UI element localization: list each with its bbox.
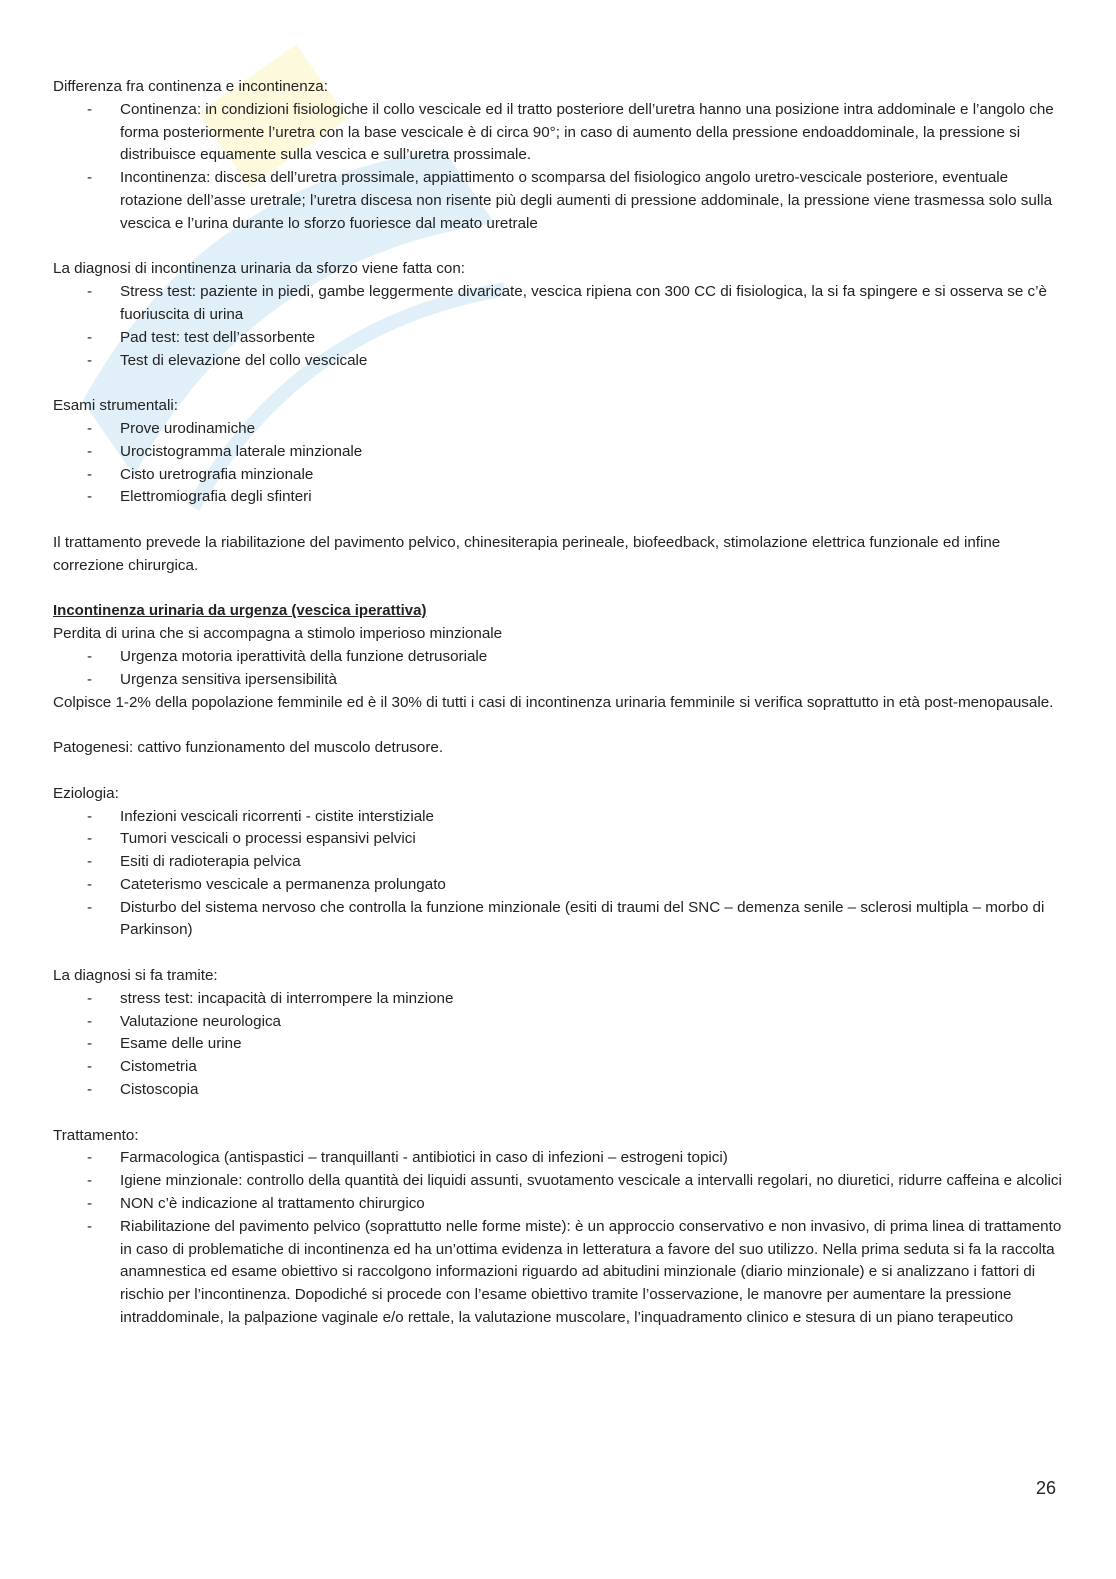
list-diagnosi-sforzo bbox=[53, 281, 1063, 372]
list-item: - Stress test: paziente in piedi, gambe leggermente divaricate, vescica ripiena con 300 CC di fisiologica, la si fa spingere e si osserva se c’è fuoriuscita di urina bbox=[53, 281, 1063, 327]
list-item: - stress test: incapacità di interrompere la minzione bbox=[53, 988, 1063, 1011]
paragraph-patogenesi: Patogenesi: cattivo funzionamento del muscolo detrusore. bbox=[53, 739, 444, 757]
paragraph-trattamento-sforzo: Il trattamento prevede la riabilitazione del pavimento pelvico, chinesiterapia perineale, biofeedback, stimolazione elettrica funzionale ed infine correzione chirurgica. bbox=[53, 533, 1001, 574]
list-item: - Infezioni vescicali ricorrenti - cistite interstiziale bbox=[53, 806, 1063, 829]
list-item: - Tumori vescicali o processi espansivi pelvici bbox=[53, 828, 1063, 851]
section-title-eziologia: Eziologia: bbox=[53, 784, 119, 802]
page-number: 26 bbox=[1035, 1478, 1056, 1498]
section-title-continenza: Differenza fra continenza e incontinenza: bbox=[53, 78, 328, 95]
list-item: - Urgenza motoria iperattività della funzione detrusoriale bbox=[53, 646, 1063, 669]
section-title-diagnosi-sforzo: La diagnosi di incontinenza urinaria da sforzo viene fatta con: bbox=[53, 260, 466, 278]
document-page bbox=[53, 76, 1063, 1330]
list-eziologia bbox=[53, 806, 1063, 943]
section-title-diagnosi-urgenza: La diagnosi si fa tramite: bbox=[53, 967, 218, 985]
list-item: - Prove urodinamiche bbox=[53, 418, 1063, 441]
list-item: - Cisto uretrografia minzionale bbox=[53, 464, 1063, 487]
list-item: - Farmacologica (antispastici – tranquillanti - antibiotici in caso di infezioni – estrogeni topici) bbox=[53, 1147, 1063, 1170]
list-item: - Cistoscopia bbox=[53, 1079, 1063, 1102]
list-diagnosi-urgenza bbox=[53, 988, 1063, 1102]
list-item: - Disturbo del sistema nervoso che controlla la funzione minzionale (esiti di traumi del SNC – demenza senile – sclerosi multipla – morbo di Parkinson) bbox=[53, 897, 1063, 943]
list-item: - NON c’è indicazione al trattamento chirurgico bbox=[53, 1193, 1063, 1216]
list-urgenza bbox=[53, 646, 1063, 692]
list-item: - Test di elevazione del collo vescicale bbox=[53, 350, 1063, 373]
section-title-esami: Esami strumentali: bbox=[53, 397, 178, 415]
list-item: - Cateterismo vescicale a permanenza prolungato bbox=[53, 874, 1063, 897]
list-item: - Urgenza sensitiva ipersensibilità bbox=[53, 669, 1063, 692]
list-item: - Pad test: test dell’assorbente bbox=[53, 327, 1063, 350]
list-item: - Cistometria bbox=[53, 1056, 1063, 1079]
list-item: - Esiti di radioterapia pelvica bbox=[53, 851, 1063, 874]
list-continenza bbox=[53, 99, 1063, 236]
paragraph-epidemiologia: Colpisce 1-2% della popolazione femminile ed è il 30% di tutti i casi di incontinenza urinaria femminile si verifica soprattutto in età post-menopausale. bbox=[53, 693, 1054, 711]
list-item: - Esame delle urine bbox=[53, 1033, 1063, 1056]
list-item: - Urocistogramma laterale minzionale bbox=[53, 441, 1063, 464]
section-heading-urgenza: Incontinenza urinaria da urgenza (vescica iperattiva) bbox=[53, 602, 427, 620]
list-item: - Elettromiografia degli sfinteri bbox=[53, 486, 1063, 509]
section-title-trattamento: Trattamento: bbox=[53, 1126, 139, 1144]
list-item: - Valutazione neurologica bbox=[53, 1011, 1063, 1034]
list-trattamento bbox=[53, 1147, 1063, 1329]
list-item: - Continenza: in condizioni fisiologiche il collo vescicale ed il tratto posteriore dell’uretra hanno una posizione intra addominale e l’angolo che forma posteriormente l’uretra con la base vescicale è di circa 90°; in caso di aumento della pressione endoaddominale, la pressione si distribuisce equamente sulla vescica e sull’uretra prossimale. bbox=[53, 99, 1063, 167]
list-item: - Riabilitazione del pavimento pelvico (soprattutto nelle forme miste): è un approccio conservativo e non invasivo, di prima linea di trattamento in caso di problematiche di incontinenza ed ha un’ottima evidenza in letteratura a favore del suo utilizzo. Nella prima seduta si fa la raccolta anamnestica ed esame obiettivo si raccolgono informazioni riguardo ad abitudini minzionale (diario minzionale) e si analizzano i fattori di rischio per l’incontinenza. Dopodiché si procede con l’esame obiettivo tramite l’osservazione, le manovre per aumentare la pressione intraddominale, la palpazione vaginale e/o rettale, la valutazione muscolare, l’inquadramento clinico e stesura di un piano terapeutico bbox=[53, 1216, 1063, 1330]
list-item: - Incontinenza: discesa dell’uretra prossimale, appiattimento o scomparsa del fisiologico angolo uretro-vescicale posteriore, eventuale rotazione dell’asse uretrale; l’uretra discesa non risente più degli aumenti di pressione addominale, la pressione viene trasmessa solo sulla vescica e l’urina durante lo sforzo fuoriesce dal meato uretrale bbox=[53, 167, 1063, 235]
list-item: - Igiene minzionale: controllo della quantità dei liquidi assunti, svuotamento vescicale a intervalli regolari, no diuretici, ridurre caffeina e alcolici bbox=[53, 1170, 1063, 1193]
list-esami bbox=[53, 418, 1063, 509]
paragraph-urgenza-intro: Perdita di urina che si accompagna a stimolo imperioso minzionale bbox=[53, 625, 503, 643]
